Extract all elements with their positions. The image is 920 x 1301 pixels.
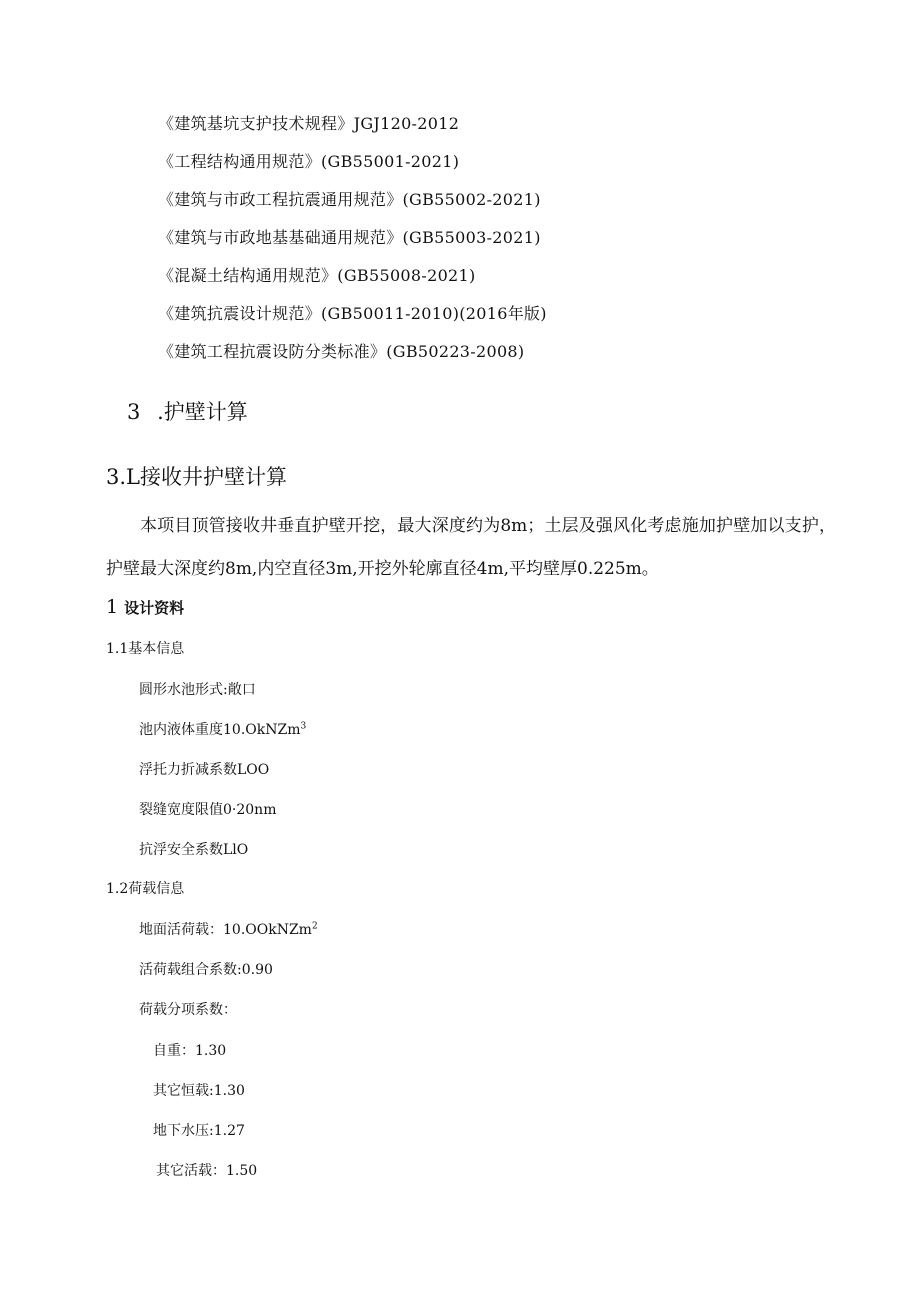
load-factor-item: 其它恒载:1.30 <box>153 1083 245 1099</box>
section-heading <box>127 396 248 426</box>
basic-info-item <box>139 719 306 739</box>
reference-item: 《建筑工程抗震设防分类标准》(GB50223-2008) <box>158 342 525 361</box>
load-info-item <box>139 919 318 939</box>
basic-info-item: 裂缝宽度限值0·20nm <box>139 802 277 818</box>
design-number: 1 <box>106 596 119 618</box>
basic-info-heading: 1.1基本信息 <box>106 641 185 657</box>
load-info-item: 活荷载组合系数:0.90 <box>139 962 273 978</box>
design-title: 设计资料 <box>124 599 185 617</box>
reference-item: 《工程结构通用规范》(GB55001-2021) <box>158 152 460 171</box>
load-factor-item: 其它活载：1.50 <box>156 1163 258 1179</box>
reference-item: 《建筑与市政工程抗震通用规范》(GB55002-2021) <box>158 190 541 209</box>
reference-item: 《建筑与市政地基基础通用规范》(GB55003-2021) <box>158 228 541 247</box>
load-factor-item: 自重：1.30 <box>153 1043 227 1059</box>
design-heading <box>106 596 184 618</box>
basic-info-item: 浮托力折减系数LOO <box>139 762 270 778</box>
section-title: .护壁计算 <box>157 400 248 424</box>
load-info-item: 荷载分项系数： <box>139 1002 237 1018</box>
reference-item: 《建筑基坑支护技术规程》JGJ120-2012 <box>158 114 460 133</box>
load-factor-item: 地下水压:1.27 <box>153 1123 245 1139</box>
load-info-heading: 1.2荷载信息 <box>106 881 185 897</box>
reference-item: 《建筑抗震设计规范》(GB50011-2010)(2016年版) <box>158 304 547 323</box>
basic-info-item: 抗浮安全系数LlO <box>139 842 249 858</box>
intro-paragraph: 本项目顶管接收井垂直护壁开挖，最大深度约为8m；土层及强风化考虑施加护壁加以支护，护壁最大深度约8m,内空直径3m,开挖外轮廓直径4m,平均壁厚0.225m。 <box>106 516 836 579</box>
load-info-text: 地面活荷载：10.OOkNZm <box>139 922 312 938</box>
superscript: 2 <box>311 921 318 932</box>
superscript: 3 <box>300 721 307 732</box>
section-number: 3 <box>127 400 141 424</box>
subsection-heading: 3.L接收井护壁计算 <box>106 465 287 489</box>
basic-info-item: 圆形水池形式:敞口 <box>139 682 256 698</box>
basic-info-text: 池内液体重度10.OkNZm <box>139 722 301 738</box>
reference-item: 《混凝土结构通用规范》(GB55008-2021) <box>158 266 476 285</box>
